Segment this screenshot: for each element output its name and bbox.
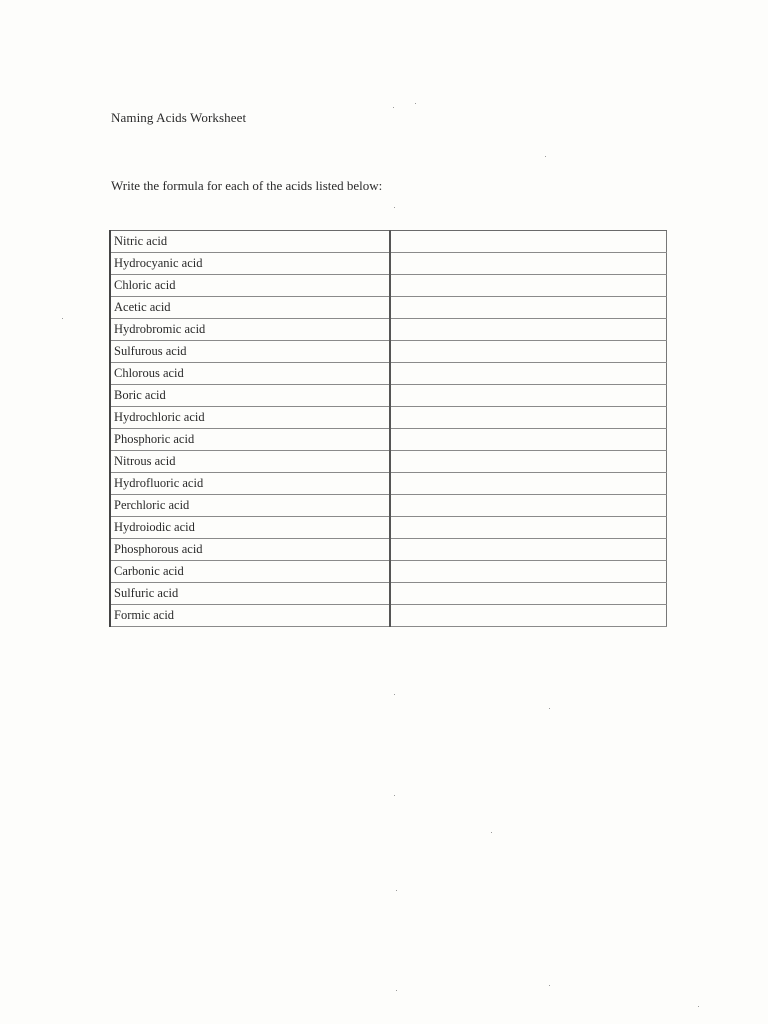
acid-name-cell: Sulfurous acid bbox=[110, 341, 390, 363]
acid-formula-table bbox=[109, 230, 667, 627]
formula-answer-cell[interactable] bbox=[390, 385, 667, 407]
table-row bbox=[110, 429, 667, 451]
table-row bbox=[110, 407, 667, 429]
scan-speck bbox=[491, 832, 492, 833]
scan-speck bbox=[393, 107, 394, 108]
scan-speck bbox=[415, 103, 416, 104]
acid-name-cell: Phosphoric acid bbox=[110, 429, 390, 451]
formula-answer-cell[interactable] bbox=[390, 517, 667, 539]
acid-name-cell: Hydrocyanic acid bbox=[110, 253, 390, 275]
formula-answer-cell[interactable] bbox=[390, 297, 667, 319]
formula-answer-cell[interactable] bbox=[390, 253, 667, 275]
formula-answer-cell[interactable] bbox=[390, 539, 667, 561]
scan-speck bbox=[394, 207, 395, 208]
scan-speck bbox=[394, 694, 395, 695]
table-row bbox=[110, 253, 667, 275]
acid-name-cell: Formic acid bbox=[110, 605, 390, 627]
acid-name-cell: Carbonic acid bbox=[110, 561, 390, 583]
table-row bbox=[110, 231, 667, 253]
formula-answer-cell[interactable] bbox=[390, 231, 667, 253]
formula-answer-cell[interactable] bbox=[390, 561, 667, 583]
scan-speck bbox=[62, 318, 63, 319]
formula-answer-cell[interactable] bbox=[390, 407, 667, 429]
acid-name-cell: Hydroiodic acid bbox=[110, 517, 390, 539]
acid-name-cell: Hydrochloric acid bbox=[110, 407, 390, 429]
acid-name-cell: Sulfuric acid bbox=[110, 583, 390, 605]
formula-answer-cell[interactable] bbox=[390, 319, 667, 341]
scan-speck bbox=[549, 985, 550, 986]
acid-name-cell: Acetic acid bbox=[110, 297, 390, 319]
formula-answer-cell[interactable] bbox=[390, 275, 667, 297]
formula-answer-cell[interactable] bbox=[390, 605, 667, 627]
table-row bbox=[110, 385, 667, 407]
scan-speck bbox=[698, 1006, 699, 1007]
scan-speck bbox=[545, 156, 546, 157]
table-row bbox=[110, 495, 667, 517]
table-row bbox=[110, 473, 667, 495]
table-row bbox=[110, 319, 667, 341]
formula-answer-cell[interactable] bbox=[390, 583, 667, 605]
table-row bbox=[110, 297, 667, 319]
table-row bbox=[110, 341, 667, 363]
acid-name-cell: Phosphorous acid bbox=[110, 539, 390, 561]
acid-name-cell: Hydrobromic acid bbox=[110, 319, 390, 341]
acid-table-body bbox=[110, 231, 667, 627]
table-row bbox=[110, 605, 667, 627]
table-row bbox=[110, 275, 667, 297]
acid-name-cell: Nitric acid bbox=[110, 231, 390, 253]
acid-name-cell: Nitrous acid bbox=[110, 451, 390, 473]
scan-speck bbox=[549, 708, 550, 709]
page-title: Naming Acids Worksheet bbox=[111, 110, 247, 125]
acid-name-cell: Chloric acid bbox=[110, 275, 390, 297]
scan-speck bbox=[394, 795, 395, 796]
scan-speck bbox=[396, 890, 397, 891]
acid-name-cell: Boric acid bbox=[110, 385, 390, 407]
formula-answer-cell[interactable] bbox=[390, 363, 667, 385]
formula-answer-cell[interactable] bbox=[390, 341, 667, 363]
scan-speck bbox=[396, 990, 397, 991]
table-row bbox=[110, 561, 667, 583]
formula-answer-cell[interactable] bbox=[390, 495, 667, 517]
instructions-text: Write the formula for each of the acids listed below: bbox=[111, 178, 383, 193]
table-row bbox=[110, 451, 667, 473]
formula-answer-cell[interactable] bbox=[390, 429, 667, 451]
table-row bbox=[110, 583, 667, 605]
acid-name-cell: Perchloric acid bbox=[110, 495, 390, 517]
table-row bbox=[110, 517, 667, 539]
table-row bbox=[110, 363, 667, 385]
acid-name-cell: Hydrofluoric acid bbox=[110, 473, 390, 495]
table-row bbox=[110, 539, 667, 561]
formula-answer-cell[interactable] bbox=[390, 473, 667, 495]
acid-name-cell: Chlorous acid bbox=[110, 363, 390, 385]
formula-answer-cell[interactable] bbox=[390, 451, 667, 473]
